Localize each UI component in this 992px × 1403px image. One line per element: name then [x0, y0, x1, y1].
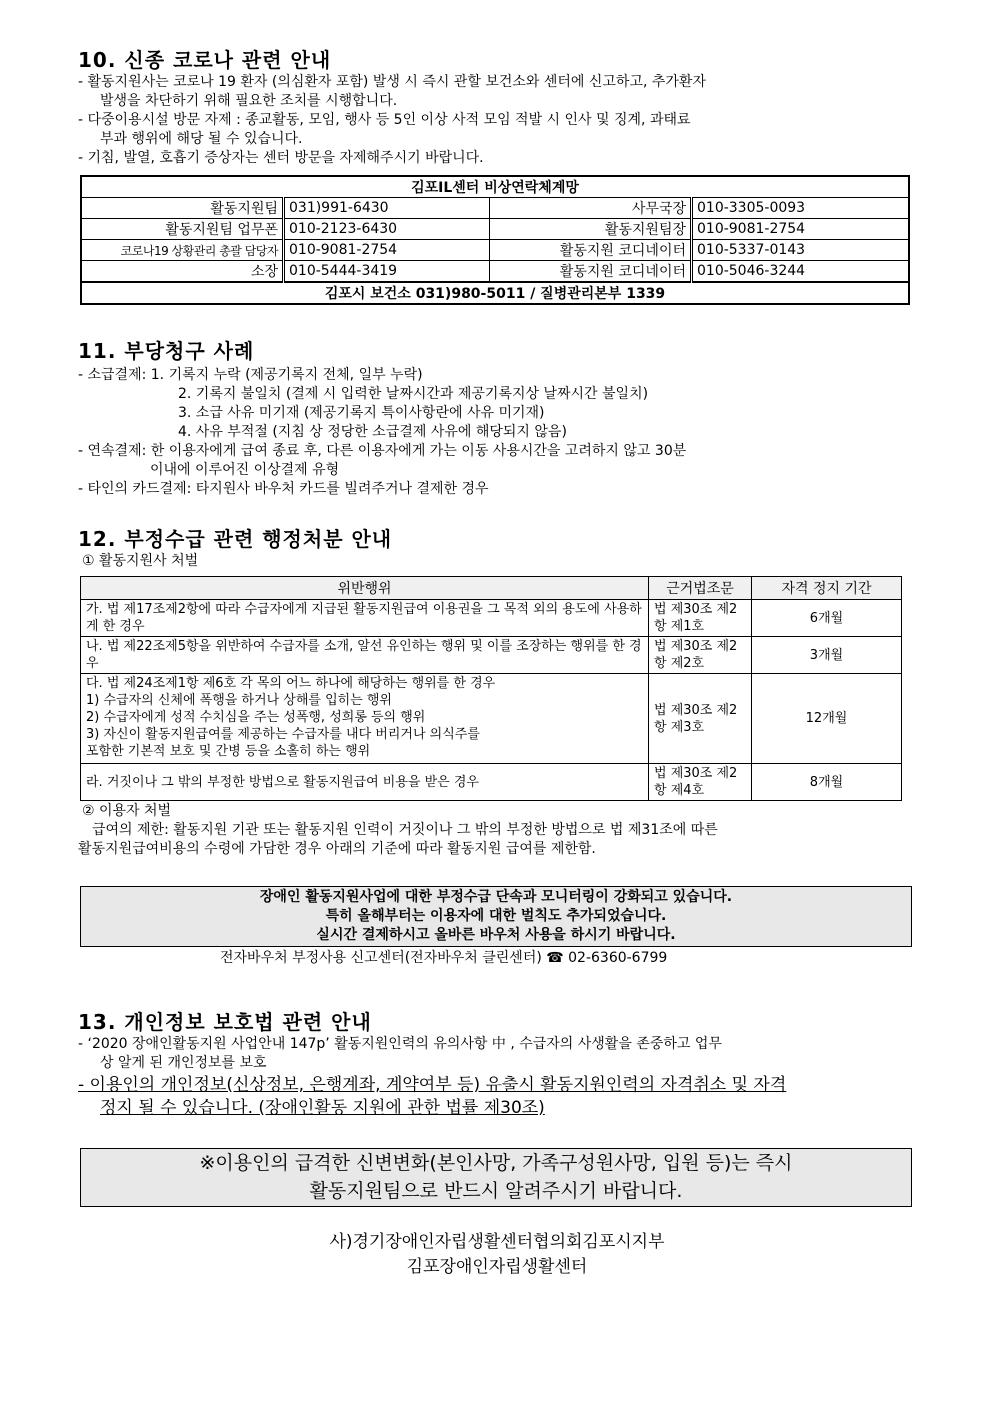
table-row: [81, 674, 902, 764]
s11-line: 이내에 이루어진 이상결제 유형: [150, 462, 340, 478]
s12-paragraph: 급여의 제한: 활동지원 기관 또는 활동지원 인력이 거짓이나 그 밖의 부정한 방법으로 법 제31조에 따른: [92, 822, 718, 838]
s13-warning: - 이용인의 개인정보(신상정보, 은행계좌, 계약여부 등) 유출시 활동지원인력의 자격취소 및 자격: [78, 1075, 787, 1095]
contact-row: [81, 198, 909, 219]
s12-paragraph: 활동지원급여비용의 수령에 가담한 경우 아래의 기준에 따라 활동지원 급여를 제한함.: [78, 841, 596, 857]
violation-act: 가. 법 제17조제2항에 따라 수급자에게 지급된 활동지원급여 이용권을 그 목적 외의 용도에 사용하게 한 경우: [81, 600, 649, 637]
s10-line: - 기침, 발열, 호흡기 증상자는 센터 방문을 자제해주시기 바랍니다.: [78, 150, 484, 166]
contact-label: 소장: [81, 261, 284, 283]
violation-law: 법 제30조 제2항 제2호: [649, 637, 752, 674]
footer: [78, 1230, 916, 1280]
s11-line: 4. 사유 부적절 (지침 상 정당한 소급결제 사유에 해당되지 않음): [178, 424, 567, 440]
violation-act: 다. 법 제24조제1항 제6호 각 목의 어느 하나에 해당하는 행위를 한 경우 1) 수급자의 신체에 폭행을 하거나 상해를 입히는 행위 2) 수급자에게 성적 수치심을 주는 성폭행, 성희롱 등의 행위 3) 자신이 활동지원급여를 제공하는 수급자를 내다 버리거나 의식주를 포함한 기본적 보호 및 간병 등을 소홀히 하는 행위: [81, 674, 649, 764]
col-header: 위반행위: [81, 577, 649, 600]
fraud-notice-box: [80, 886, 912, 947]
s10-line: 발생을 차단하기 위해 필요한 조치를 시행합니다.: [100, 93, 398, 109]
s13-line: 상 알게 된 개인정보를 보호: [100, 1055, 267, 1071]
table-row: [81, 637, 902, 674]
violation-period: 6개월: [752, 600, 902, 637]
contact-phone: 010-5046-3244: [692, 261, 910, 283]
notice-line: 실시간 결제하시고 올바른 바우처 사용을 하시기 바랍니다.: [316, 927, 676, 943]
report-center: 전자바우처 부정사용 신고센터(전자바우처 클린센터) ☎ 02-6360-6799: [220, 950, 668, 966]
table-row: [81, 600, 902, 637]
violation-period: 8개월: [752, 764, 902, 801]
s11-line: - 연속결제: 한 이용자에게 급여 종료 후, 다른 이용자에게 가는 이동 사용시간을 고려하지 않고 30분: [78, 443, 687, 459]
violation-act: 나. 법 제22조제5항을 위반하여 수급자를 소개, 알선 유인하는 행위 및 이를 조장하는 행위를 한 경우: [81, 637, 649, 674]
footer-org: 김포장애인자립생활센터: [406, 1257, 588, 1277]
violation-act: 라. 거짓이나 그 밖의 부정한 방법으로 활동지원급여 비용을 받은 경우: [81, 764, 649, 801]
section-12-title: 12. 부정수급 관련 행정처분 안내: [78, 527, 393, 551]
notice-line: 장애인 활동지원사업에 대한 부정수급 단속과 모니터링이 강화되고 있습니다.: [259, 889, 733, 905]
contact-label: 활동지원팀장: [490, 219, 692, 240]
contact-phone: 010-5444-3419: [284, 261, 490, 283]
s10-line: - 활동지원사는 코로나 19 환자 (의심환자 포함) 발생 시 즉시 관할 보건소와 센터에 신고하고, 추가환자: [78, 74, 706, 90]
contact-label: 활동지원 코디네이터: [490, 240, 692, 261]
contact-row: [81, 219, 909, 240]
contact-table-title: 김포IL센터 비상연락체계망: [81, 176, 909, 198]
violation-period: 3개월: [752, 637, 902, 674]
contact-row: [81, 261, 909, 283]
contact-label: 활동지원팀 업무폰: [81, 219, 284, 240]
document-page: [78, 44, 916, 1280]
section-13-title: 13. 개인정보 보호법 관련 안내: [78, 1010, 372, 1034]
section-10-title: 10. 신종 코로나 관련 안내: [78, 48, 332, 72]
footer-org: 사)경기장애인자립생활센터협의회김포시지부: [329, 1232, 665, 1252]
status-change-notice-box: [80, 1148, 912, 1207]
s11-line: 3. 소급 사유 미기재 (제공기록지 특이사항란에 사유 미기재): [178, 405, 545, 421]
violation-law: 법 제30조 제2항 제1호: [649, 600, 752, 637]
contact-label: 활동지원 코디네이터: [490, 261, 692, 283]
s11-line: - 타인의 카드결제: 타지원사 바우처 카드를 빌려주거나 결제한 경우: [78, 481, 489, 497]
s10-line: - 다중이용시설 방문 자제 : 종교활동, 모임, 행사 등 5인 이상 사적 모임 적발 시 인사 및 징계, 과태료: [78, 112, 691, 128]
col-header: 자격 정지 기간: [752, 577, 902, 600]
col-header: 근거법조문: [649, 577, 752, 600]
contact-phone: 010-2123-6430: [284, 219, 490, 240]
notice-line: 특히 올해부터는 이용자에 대한 벌칙도 추가되었습니다.: [325, 908, 667, 924]
s11-line: - 소급결제: 1. 기록지 누락 (제공기록지 전체, 일부 누락): [78, 367, 423, 383]
notice-line: ※이용인의 급격한 신변변화(본인사망, 가족구성원사망, 입원 등)는 즉시: [199, 1152, 793, 1174]
contact-phone: 031)991-6430: [284, 198, 490, 219]
violation-law: 법 제30조 제2항 제4호: [649, 764, 752, 801]
violation-period: 12개월: [752, 674, 902, 764]
s12-subtitle-2: ② 이용자 처벌: [82, 803, 172, 819]
contact-phone: 010-3305-0093: [692, 198, 910, 219]
contact-phone: 010-5337-0143: [692, 240, 910, 261]
s10-line: 부과 행위에 해당 될 수 있습니다.: [100, 131, 303, 147]
emergency-contact-table: [80, 175, 910, 305]
contact-table-footer: 김포시 보건소 031)980-5011 / 질병관리본부 1339: [81, 282, 909, 304]
contact-row: [81, 240, 909, 261]
notice-line: 활동지원팀으로 반드시 알려주시기 바랍니다.: [309, 1180, 683, 1202]
contact-label: 코로나19 상황관리 총괄 담당자: [81, 240, 284, 261]
contact-phone: 010-9081-2754: [284, 240, 490, 261]
violation-law: 법 제30조 제2항 제3호: [649, 674, 752, 764]
s13-warning: 정지 될 수 있습니다. (장애인활동 지원에 관한 법률 제30조): [100, 1098, 545, 1118]
table-row: [81, 764, 902, 801]
s13-line: - ‘2020 장애인활동지원 사업안내 147p’ 활동지원인력의 유의사항 中 , 수급자의 사생활을 존중하고 업무: [78, 1036, 722, 1052]
contact-label: 활동지원팀: [81, 198, 284, 219]
s11-line: 2. 기록지 불일치 (결제 시 입력한 날짜시간과 제공기록지상 날짜시간 불일치): [178, 386, 649, 402]
section-11-title: 11. 부당청구 사례: [78, 339, 255, 363]
contact-phone: 010-9081-2754: [692, 219, 910, 240]
violation-table: [80, 576, 902, 801]
s12-subtitle-1: ① 활동지원사 처벌: [82, 553, 199, 569]
contact-label: 사무국장: [490, 198, 692, 219]
